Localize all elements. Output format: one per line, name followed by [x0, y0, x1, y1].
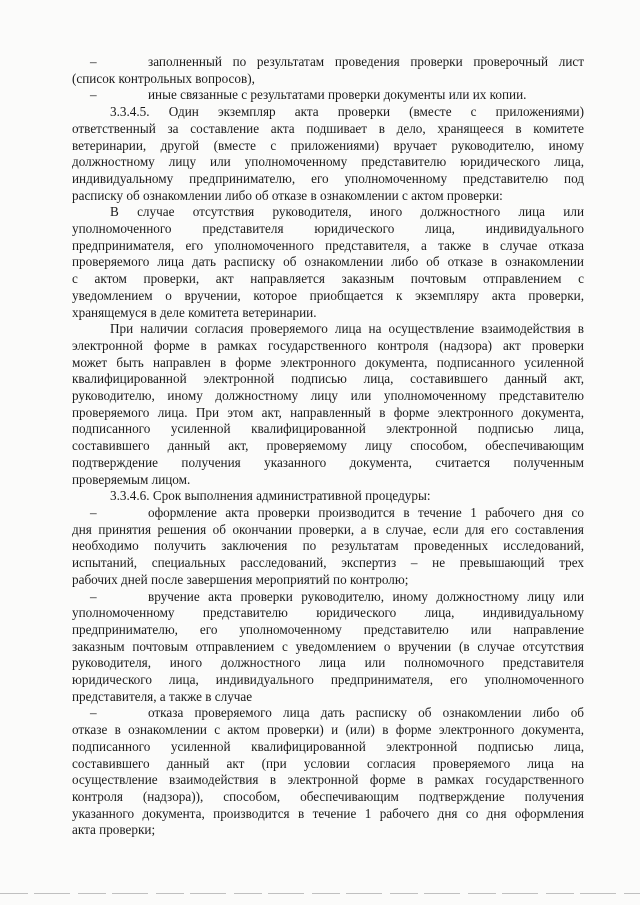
text-line-content: отказе в ознакомлении с актом проверки) и (или) в форме электронного документа,	[72, 722, 584, 738]
text-line	[72, 138, 584, 155]
paragraph	[72, 87, 584, 104]
text-line	[72, 87, 584, 104]
text-line	[72, 204, 584, 221]
text-line	[72, 472, 584, 489]
text-line-content: хранящемуся в деле комитета ветеринарии.	[72, 304, 317, 320]
text-line-content: уведомлением о вручении, которое приобщается к экземпляру акта проверки,	[72, 287, 584, 303]
text-line	[72, 371, 584, 388]
text-line-content: проверяемым лицом.	[72, 471, 191, 487]
text-line	[72, 305, 584, 322]
text-line	[72, 104, 584, 121]
text-line	[72, 589, 584, 606]
paragraph	[72, 54, 584, 87]
text-line-content: юридического лица, индивидуального предпринимателя, его уполномоченного	[72, 672, 584, 688]
text-line-content: оформление акта проверки производится в течение 1 рабочего дня со	[148, 504, 584, 520]
text-line	[72, 605, 584, 622]
text-line-content: предпринимателю, его уполномоченному представителю или направление	[72, 621, 584, 637]
text-line-content: с актом проверки, акт направляется заказным почтовым отправлением с	[72, 271, 584, 287]
text-line-content: (список контрольных вопросов),	[72, 70, 255, 86]
text-line	[72, 639, 584, 656]
text-line	[72, 822, 584, 839]
text-line-content: испытаний, специальных расследований, экспертиз – не превышающий трех	[72, 555, 584, 571]
text-line-content: 3.3.4.5. Один экземпляр акта проверки (вместе с приложениями)	[110, 104, 584, 120]
text-line	[72, 405, 584, 422]
text-line-content: может быть направлен в форме электронного документа, подписанного усиленной	[72, 354, 584, 370]
list-dash: –	[90, 54, 97, 69]
text-line-content: предпринимателя, его уполномоченного представителя, а также в случае отказа	[72, 237, 584, 253]
text-line	[72, 421, 584, 438]
text-line-content: расписку об ознакомлении либо об отказе в ознакомлении с актом проверки:	[72, 187, 503, 203]
text-line	[72, 238, 584, 255]
text-line	[72, 772, 584, 789]
text-line	[72, 739, 584, 756]
paragraph	[72, 104, 584, 204]
text-line-content: дня принятия решения об окончании проверки, а в случае, если для его составления	[72, 521, 584, 537]
paragraph	[72, 204, 584, 321]
text-line-content: иные связанные с результатами проверки документы или их копии.	[148, 87, 527, 103]
text-line	[72, 455, 584, 472]
paragraph	[72, 488, 584, 505]
text-line-content: уполномоченного представителя юридического лица, индивидуального	[72, 221, 584, 237]
text-line	[72, 689, 584, 706]
text-line	[72, 71, 584, 88]
text-line-content: составившего данный акт (при условии согласия проверяемого лица на	[72, 755, 584, 771]
text-line	[72, 789, 584, 806]
text-line	[72, 54, 584, 71]
text-line-content: подтверждение получения указанного документа, считается полученным	[72, 454, 584, 470]
paragraph	[72, 505, 584, 589]
text-line	[72, 188, 584, 205]
text-line	[72, 522, 584, 539]
text-line-content: необходимо получить заключения по результатам проведенных исследований,	[72, 538, 584, 554]
text-line-content: подписанного усиленной квалифицированной электронной подписью лица,	[72, 421, 584, 437]
text-line-content: составившего данный акт, проверяемому лицу способом, обеспечивающим	[72, 438, 584, 454]
text-line	[72, 271, 584, 288]
text-line	[72, 488, 584, 505]
text-line	[72, 154, 584, 171]
text-line-content: руководителю, иному должностному лицу или уполномоченному представителю	[72, 388, 584, 404]
text-line-content: должностному лицу или уполномоченному представителю юридического лица,	[72, 154, 584, 170]
text-line	[72, 338, 584, 355]
text-line-content: руководителя, иного должностного лица или полномочного представителя	[72, 655, 584, 671]
text-line-content: уполномоченному представителю юридического лица, индивидуальному	[72, 605, 584, 621]
text-line-content: заполненный по результатам проведения проверки проверочный лист	[148, 54, 584, 69]
list-dash: –	[90, 588, 97, 604]
text-line-content: проверяемого лица дать расписку об ознакомлении либо об отказе в ознакомлении	[72, 254, 584, 270]
text-line-content: вручение акта проверки руководителю, иному должностному лицу или	[148, 588, 584, 604]
text-line	[72, 555, 584, 572]
text-line-content: указанного документа, производится в течение 1 рабочего дня со дня оформления	[72, 805, 584, 821]
text-line	[72, 171, 584, 188]
text-line-content: рабочих дней после завершения мероприятий по контролю;	[72, 571, 409, 587]
text-line-content: индивидуальному предпринимателю, его уполномоченному представителю под	[72, 170, 584, 186]
text-line	[72, 722, 584, 739]
text-line	[72, 254, 584, 271]
text-line-content: ответственный за составление акта подшивает в дело, хранящееся в комитете	[72, 120, 584, 136]
text-line	[72, 572, 584, 589]
paragraph	[72, 705, 584, 839]
text-line-content: акта проверки;	[72, 822, 156, 838]
text-line	[72, 388, 584, 405]
list-dash: –	[90, 705, 97, 721]
paragraph	[72, 321, 584, 488]
text-line	[72, 438, 584, 455]
text-line	[72, 288, 584, 305]
text-line	[72, 672, 584, 689]
text-line	[72, 221, 584, 238]
text-line-content: контроля (надзора)), способом, обеспечивающим подтверждение получения	[72, 788, 584, 804]
text-line-content: ветеринарии, другой (вместе с приложениями) вручает руководителю, иному	[72, 137, 584, 153]
text-line-content: 3.3.4.6. Срок выполнения административной процедуры:	[110, 488, 431, 504]
list-dash: –	[90, 87, 97, 103]
text-line	[72, 655, 584, 672]
text-line-content: подписанного усиленной квалифицированной электронной подписью лица,	[72, 738, 584, 754]
paragraph	[72, 589, 584, 706]
text-line	[72, 538, 584, 555]
text-line-content: В случае отсутствия руководителя, иного должностного лица или	[110, 204, 584, 220]
text-line-content: представителя, а также в случае	[72, 688, 253, 704]
text-line	[72, 622, 584, 639]
text-line-content: проверяемого лица. При этом акт, направленный в форме электронного документа,	[72, 404, 584, 420]
text-line	[72, 806, 584, 823]
text-line	[72, 705, 584, 722]
text-line	[72, 321, 584, 338]
text-line-content: электронной форме в рамках государственного контроля (надзора) акт проверки	[72, 337, 584, 353]
text-line-content: заказным почтовым отправлением с уведомлением о вручении (в случае отсутствия	[72, 638, 584, 654]
page-bottom-rule	[0, 893, 640, 894]
document-page	[72, 54, 584, 839]
list-dash: –	[90, 504, 97, 520]
text-line-content: осуществление взаимодействия в электронной форме в рамках государственного	[72, 772, 584, 788]
text-line-content: квалифицированной электронной подписью лица, составившего данный акт,	[72, 371, 584, 387]
text-line	[72, 355, 584, 372]
text-line	[72, 756, 584, 773]
text-line-content: При наличии согласия проверяемого лица на осуществление взаимодействия в	[110, 321, 584, 337]
text-line	[72, 121, 584, 138]
text-line	[72, 505, 584, 522]
text-line-content: отказа проверяемого лица дать расписку об ознакомлении либо об	[148, 705, 584, 721]
